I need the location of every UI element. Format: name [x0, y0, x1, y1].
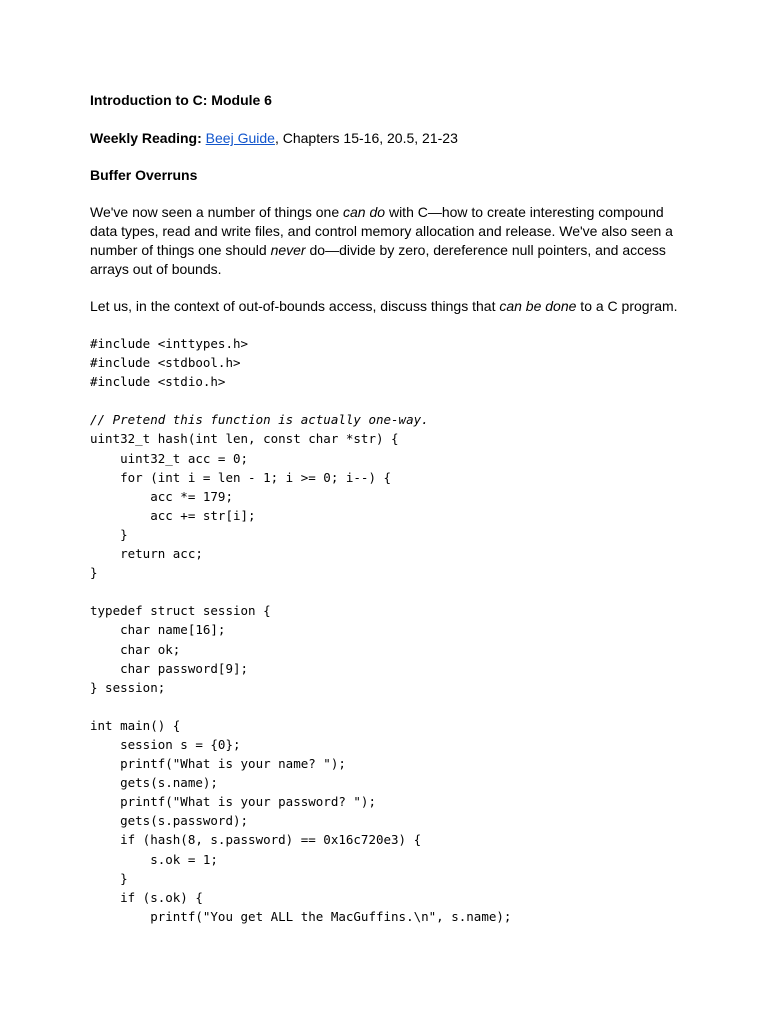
code-line: [90, 697, 690, 716]
code-line: for (int i = len - 1; i >= 0; i--) {: [90, 469, 392, 485]
code-line: }: [90, 565, 98, 581]
code-line: session s = {0};: [90, 736, 241, 752]
code-line: char ok;: [90, 641, 181, 657]
code-line: uint32_t hash(int len, const char *str) {: [90, 431, 399, 447]
intro-paragraph-text-1: We've now seen a number of things one: [90, 204, 344, 220]
code-block: [90, 334, 690, 926]
code-line: char password[9];: [90, 660, 249, 676]
context-paragraph-text-1: Let us, in the context of out-of-bounds access, discuss things that: [90, 298, 500, 314]
code-line: acc *= 179;: [90, 488, 233, 504]
code-line: [90, 582, 690, 601]
context-paragraph: [90, 297, 690, 316]
intro-paragraph: [90, 203, 690, 279]
code-line: if (hash(8, s.password) == 0x16c720e3) {: [90, 832, 422, 848]
intro-paragraph-emphasis-2: never: [270, 242, 306, 258]
context-paragraph-emphasis: can be done: [499, 298, 577, 314]
code-line: printf("You get ALL the MacGuffins.\n", s.name);: [90, 908, 512, 924]
intro-paragraph-emphasis-1: can do: [343, 204, 386, 220]
code-line: if (s.ok) {: [90, 889, 203, 905]
code-line: } session;: [90, 679, 166, 695]
document-page: [90, 91, 690, 926]
code-line: return acc;: [90, 546, 203, 562]
weekly-reading-line: [90, 129, 690, 148]
intro-paragraph-text-3: do—divide by zero, dereference null pointers, and access arrays out of bounds.: [90, 242, 666, 277]
code-line: #include <inttypes.h>: [90, 336, 249, 351]
code-line: char name[16];: [90, 622, 226, 638]
code-line: #include <stdio.h>: [90, 374, 226, 390]
weekly-reading-chapters: , Chapters 15-16, 20.5, 21-23: [274, 130, 458, 146]
code-line: }: [90, 870, 128, 886]
code-line: s.ok = 1;: [90, 851, 218, 867]
code-line: #include <stdbool.h>: [90, 355, 241, 371]
beej-guide-link[interactable]: Beej Guide: [205, 130, 275, 146]
code-line: gets(s.password);: [90, 813, 249, 829]
code-line: [90, 391, 690, 410]
document-title: Introduction to C: Module 6: [90, 92, 272, 108]
code-line: // Pretend this function is actually one-way.: [90, 412, 429, 428]
intro-paragraph-text-2: with C—how to create interesting compound data types, read and write files, and control memory allocation and release. We've also seen a number of things one should: [90, 204, 673, 258]
code-line: acc += str[i];: [90, 507, 256, 523]
code-line: printf("What is your password? ");: [90, 794, 376, 810]
section-heading: Buffer Overruns: [90, 167, 198, 183]
code-line: uint32_t acc = 0;: [90, 450, 249, 466]
weekly-reading-label: Weekly Reading:: [90, 130, 202, 146]
code-line: int main() {: [90, 717, 181, 733]
code-line: typedef struct session {: [90, 603, 271, 619]
code-line: printf("What is your name? ");: [90, 756, 346, 772]
code-line: gets(s.name);: [90, 775, 218, 791]
code-line: }: [90, 526, 128, 542]
context-paragraph-text-2: to a C program.: [576, 298, 678, 314]
